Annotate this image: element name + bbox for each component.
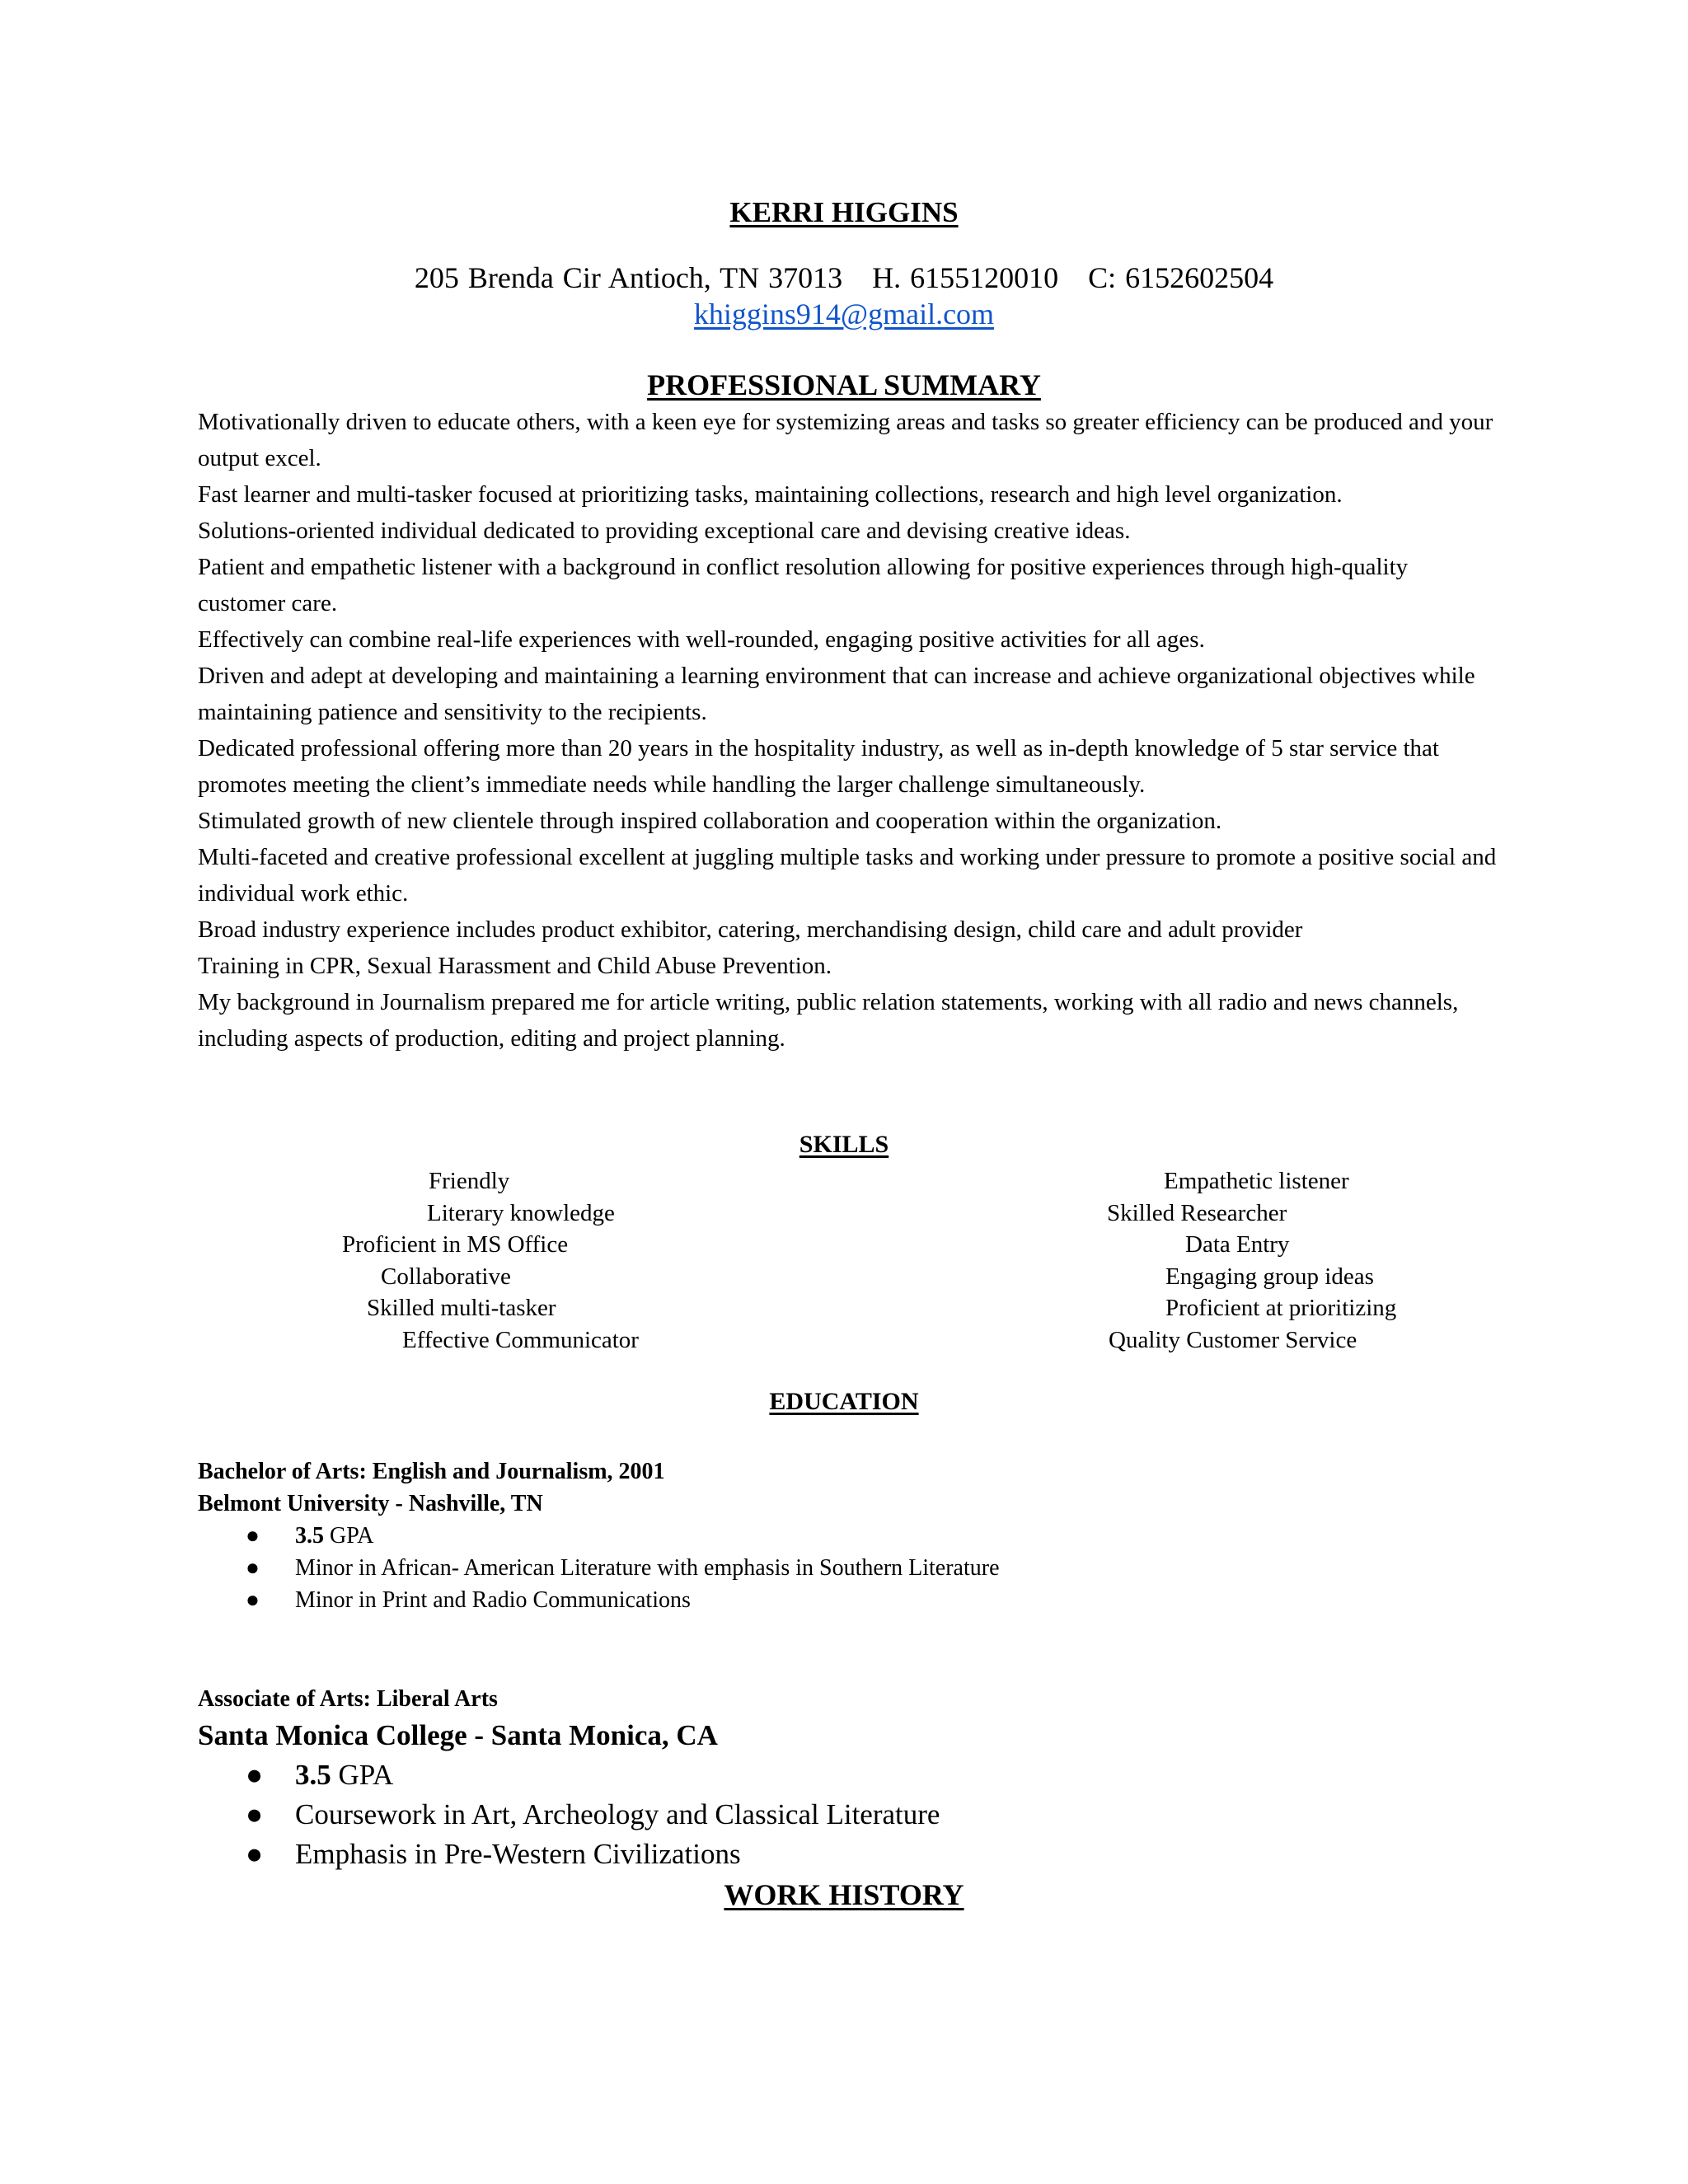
education-bullets [198, 1520, 1000, 1616]
bullet-text: Minor in Print and Radio Communications [295, 1587, 691, 1613]
gpa-label: GPA [338, 1759, 394, 1791]
skills-left-column [0, 1165, 832, 1356]
summary-paragraph: Stimulated growth of new clientele through inspired collaboration and cooperation within the organization. [198, 808, 1222, 834]
bullet-icon: ● [246, 1523, 260, 1549]
education-bullets [198, 1755, 940, 1874]
education-entry [198, 1455, 1000, 1616]
bullet-icon: ● [246, 1587, 260, 1613]
list-item [198, 1520, 1000, 1552]
skill-item: Collaborative [381, 1263, 511, 1290]
skills-right-column [841, 1165, 1688, 1356]
bullet-icon: ● [246, 1555, 260, 1581]
skill-item: Skilled multi-tasker [367, 1295, 556, 1321]
gpa-value: 3.5 [295, 1523, 324, 1549]
address: 205 Brenda Cir Antioch, TN 37013 [414, 261, 843, 294]
summary-paragraph: Effectively can combine real-life experiences with well-rounded, engaging positive activities for all ages. [198, 626, 1205, 653]
degree-title: Bachelor of Arts: English and Journalism, 2001 [198, 1459, 665, 1484]
bullet-icon: ● [246, 1759, 264, 1791]
list-item [198, 1835, 940, 1874]
gpa-label: GPA [330, 1523, 374, 1549]
bullet-icon: ● [246, 1798, 264, 1830]
education-entry [198, 1716, 940, 1874]
summary-paragraph: Broad industry experience includes product exhibitor, catering, merchandising design, child care and adult provider [198, 916, 1303, 943]
list-item [198, 1584, 1000, 1616]
list-item [198, 1755, 940, 1795]
summary-paragraph: Multi-faceted and creative professional excellent at juggling multiple tasks and working under pressure to promote a positive social and individual work ethic. [198, 844, 1497, 907]
list-item [198, 1795, 940, 1835]
email-link[interactable]: khiggins914@gmail.com [693, 298, 995, 330]
skill-item: Proficient in MS Office [342, 1231, 569, 1258]
bullet-text: Coursework in Art, Archeology and Classical Literature [295, 1798, 940, 1830]
summary-paragraph: Solutions-oriented individual dedicated to providing exceptional care and devising creative ideas. [198, 518, 1131, 544]
skill-item: Empathetic listener [1164, 1168, 1349, 1194]
skill-item: Quality Customer Service [1109, 1326, 1357, 1353]
skill-item: Literary knowledge [427, 1199, 615, 1226]
school-name: Santa Monica College - Santa Monica, CA [198, 1719, 718, 1751]
skills-heading: SKILLS [799, 1131, 889, 1158]
work-history-heading: WORK HISTORY [724, 1878, 964, 1911]
summary-paragraph: Patient and empathetic listener with a background in conflict resolution allowing for positive experiences through high-quality customer care. [198, 554, 1409, 616]
summary-paragraph: Fast learner and multi-tasker focused at prioritizing tasks, maintaining collections, research and high level organization. [198, 481, 1343, 508]
skill-item: Friendly [429, 1168, 510, 1194]
summary-paragraph: Dedicated professional offering more than 20 years in the hospitality industry, as well as in-depth knowledge of 5 star service that promotes meeting the client’s immediate needs while handling the larger challenge simultaneously. [198, 735, 1439, 798]
skill-item: Engaging group ideas [1165, 1263, 1374, 1290]
summary-body [198, 404, 1500, 1057]
cell-phone: C: 6152602504 [1088, 261, 1274, 294]
list-item [198, 1552, 1000, 1584]
gpa-value: 3.5 [295, 1759, 331, 1791]
summary-paragraph: Training in CPR, Sexual Harassment and Child Abuse Prevention. [198, 953, 832, 979]
skill-item: Effective Communicator [402, 1326, 639, 1353]
candidate-name: KERRI HIGGINS [729, 196, 959, 228]
home-phone: H. 6155120010 [872, 261, 1059, 294]
skill-item: Data Entry [1185, 1231, 1290, 1258]
summary-paragraph: Motivationally driven to educate others, with a keen eye for systemizing areas and tasks so greater efficiency can be produced and your output excel. [198, 409, 1493, 471]
bullet-icon: ● [246, 1838, 264, 1870]
skill-item: Skilled Researcher [1107, 1199, 1287, 1226]
degree-title: Associate of Arts: Liberal Arts [198, 1686, 498, 1712]
bullet-text: Minor in African- American Literature with emphasis in Southern Literature [295, 1555, 1000, 1581]
summary-paragraph: My background in Journalism prepared me for article writing, public relation statements, working with all radio and news channels, including aspects of production, editing and project planning. [198, 989, 1459, 1052]
summary-paragraph: Driven and adept at developing and maintaining a learning environment that can increase and achieve organizational objectives while maintaining patience and sensitivity to the recipients. [198, 663, 1475, 725]
school-name: Belmont University - Nashville, TN [198, 1491, 543, 1516]
degree-title-container [198, 1683, 498, 1716]
education-heading: EDUCATION [769, 1388, 919, 1415]
contact-line [0, 260, 1688, 295]
summary-heading: PROFESSIONAL SUMMARY [647, 368, 1041, 401]
skill-item: Proficient at prioritizing [1165, 1295, 1397, 1321]
bullet-text: Emphasis in Pre-Western Civilizations [295, 1838, 741, 1870]
